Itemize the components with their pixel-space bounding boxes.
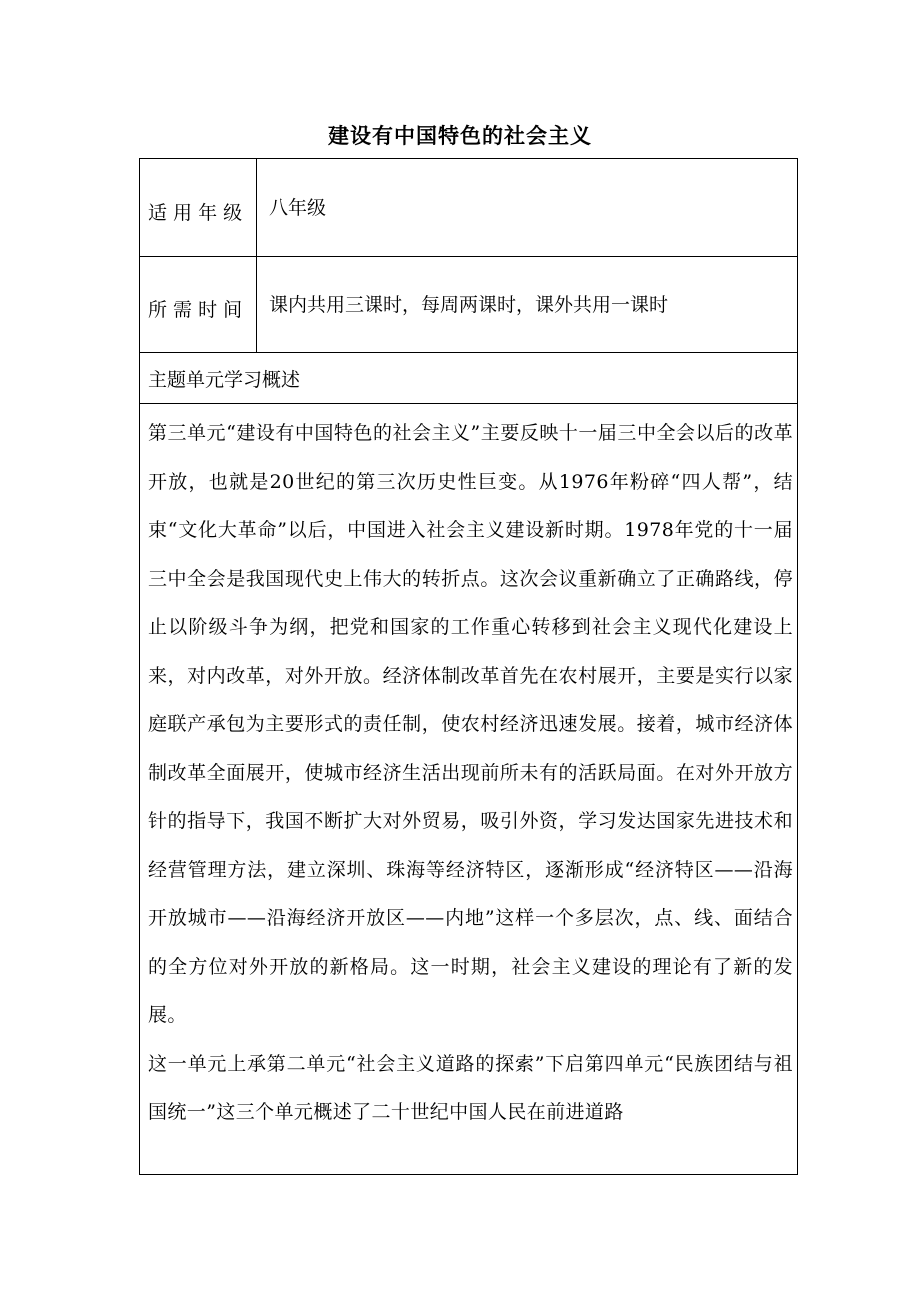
document-title: 建设有中国特色的社会主义 — [328, 123, 592, 148]
table-row-overview — [140, 404, 798, 1175]
grade-label: 适 用 年 级 — [148, 201, 243, 224]
grade-value-cell — [257, 159, 798, 257]
grade-value: 八年级 — [269, 196, 327, 219]
time-label: 所 需 时 间 — [148, 298, 243, 321]
table-row-grade — [140, 159, 798, 257]
section-heading: 主题单元学习概述 — [140, 353, 798, 404]
table-row-section-heading — [140, 353, 798, 404]
overview-cell — [140, 404, 798, 1175]
time-label-cell — [140, 257, 257, 353]
time-value-cell — [257, 257, 798, 353]
grade-label-cell — [140, 159, 257, 257]
lesson-info-table — [139, 158, 798, 1175]
overview-paragraph-2: 这一单元上承第二单元“社会主义道路的探索”下启第四单元“民族团结与祖国统一”这三个单元概述了二十世纪中国人民在前进道路 — [148, 1052, 793, 1123]
table-row-time — [140, 257, 798, 353]
overview-paragraph-1: 第三单元“建设有中国特色的社会主义”主要反映十一届三中全会以后的改革开放，也就是20世纪的第三次历史性巨变。从1976年粉碎“四人帮”，结束“文化大革命”以后，中国进入社会主义建设新时期。1978年党的十一届三中全会是我国现代史上伟大的转折点。这次会议重新确立了正确路线，停止以阶级斗争为纲，把党和国家的工作重心转移到社会主义现代化建设上来，对内改革，对外开放。经济体制改革首先在农村展开，主要是实行以家庭联产承包为主要形式的责任制，使农村经济迅速发展。接着，城市经济体制改革全面展开，使城市经济生活出现前所未有的活跃局面。在对外开放方针的指导下，我国不断扩大对外贸易，吸引外资，学习发达国家先进技术和经营管理方法，建立深圳、珠海等经济特区，逐渐形成“经济特区——沿海开放城市——沿海经济开放区——内地”这样一个多层次，点、线、面结合的全方位对外开放的新格局。这一时期，社会主义建设的理论有了新的发展。 — [148, 422, 793, 1026]
time-value: 课内共用三课时，每周两课时，课外共用一课时 — [269, 293, 669, 316]
